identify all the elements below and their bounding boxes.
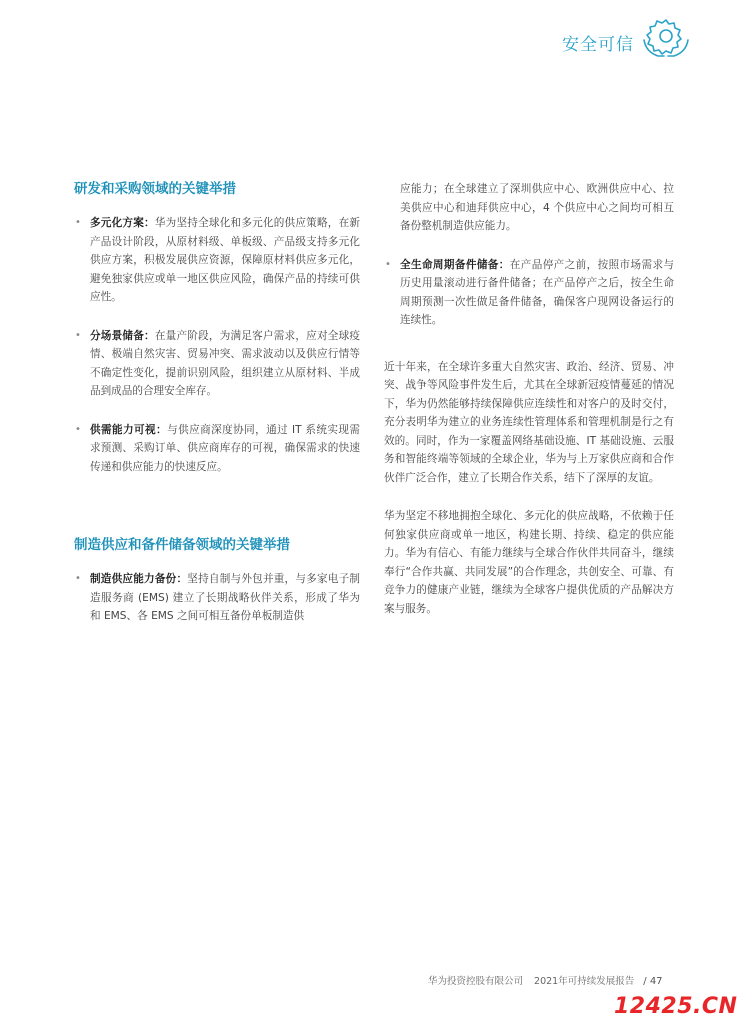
section-heading-manufacturing: 制造供应和备件储备领域的关键举措 <box>74 537 290 553</box>
bullet-term: 供需能力可视： <box>90 423 168 436</box>
section-heading-rd-procurement: 研发和采购领域的关键举措 <box>74 181 236 197</box>
bullet-term: 全生命周期备件储备： <box>400 258 510 271</box>
body-paragraph: 华为坚定不移地拥抱全球化、多元化的供应战略，不依赖于任何独家供应商或单一地区，构建长期、持续、稳定的供应能力。华为有信心、有能力继续与全球合作伙伴共同奋斗，继续奉行“合作共赢、共同发展”的合作理念，共创安全、可靠、有竞争力的健康产业链，继续为全球客户提供优质的产品解决方案与服务。 <box>384 510 674 615</box>
bullet-dot-icon: • <box>75 217 81 228</box>
bullet-text: 在量产阶段，为满足客户需求，应对全球疫情、极端自然灾害、贸易冲突、需求波动以及供应行情等不确定性变化，提前识别风险，组织建立从原材料、半成品到成品的合理安全库存。 <box>90 329 361 397</box>
bullet-item <box>74 421 360 477</box>
bullet-term: 制造供应能力备份： <box>90 573 188 585</box>
bullet-item <box>74 214 360 307</box>
left-column <box>74 180 360 646</box>
bullet-continuation: 应能力；在全球建立了深圳供应中心、欧洲供应中心、拉美供应中心和迪拜供应中心，4 个供应中心之间均可相互备份整机制造供应能力。 <box>400 183 674 232</box>
watermark-logo: 12425.CN <box>614 994 737 1019</box>
bullet-text: 在产品停产之前，按照市场需求与历史用量滚动进行备件储备；在产品停产之后，按全生命周期预测一次性做足备件储备，确保客户现网设备运行的连续性。 <box>400 258 675 326</box>
bullet-dot-icon: • <box>75 423 81 435</box>
body-paragraph: 近十年来，在全球许多重大自然灾害、政治、经济、贸易、冲突、战争等风险事件发生后，尤其在全球新冠疫情蔓延的情况下，华为仍然能够持续保障供应连续性和对客户的及时交付，充分表明华为建立的业务连续性管理体系和管理机制是行之有效的。同时，作为一家覆盖网络基础设施、IT 基础设施、云服务和智能终端等领域的全球企业，华为与上万家供应商和合作伙伴广泛合作，建立了长期合作关系，结下了深厚的友谊。 <box>384 360 674 484</box>
bullet-item <box>384 256 674 330</box>
bullet-text: 坚持自制与外包并重，与多家电子制造服务商 (EMS) 建立了长期战略伙伴关系，形成了华为和 EMS、各 EMS 之间可相互备份单板制造供 <box>90 573 361 622</box>
bullet-dot-icon: • <box>75 329 81 341</box>
section-title: 安全可信 <box>562 35 634 55</box>
bullet-term: 分场景储备： <box>90 329 155 342</box>
bullet-dot-icon: • <box>385 258 391 270</box>
bullet-term: 多元化方案： <box>90 217 155 229</box>
right-column <box>384 180 674 638</box>
bullet-item <box>74 327 360 401</box>
footer-company: 华为投资控股有限公司 <box>428 976 524 987</box>
bullet-text: 与供应商深度协同，通过 IT 系统实现需求预测、采购订单、供应商库存的可视，确保需求的快速传递和供应能力的快速反应。 <box>90 423 360 473</box>
bullet-item <box>74 570 360 626</box>
bullet-dot-icon: • <box>75 573 81 584</box>
footer-report: 2021年可持续发展报告 <box>534 976 635 987</box>
page-footer <box>428 973 663 987</box>
gear-hands-icon <box>640 14 692 62</box>
bullet-text: 华为坚持全球化和多元化的供应策略，在新产品设计阶段，从原材料级、单板级、产品级支持多元化供应方案，积极发展供应资源，保障原材料供应多元化，避免独家供应或单一地区供应风险，确保产品的持续可供应性。 <box>90 217 361 303</box>
page-number: / 47 <box>643 976 663 987</box>
